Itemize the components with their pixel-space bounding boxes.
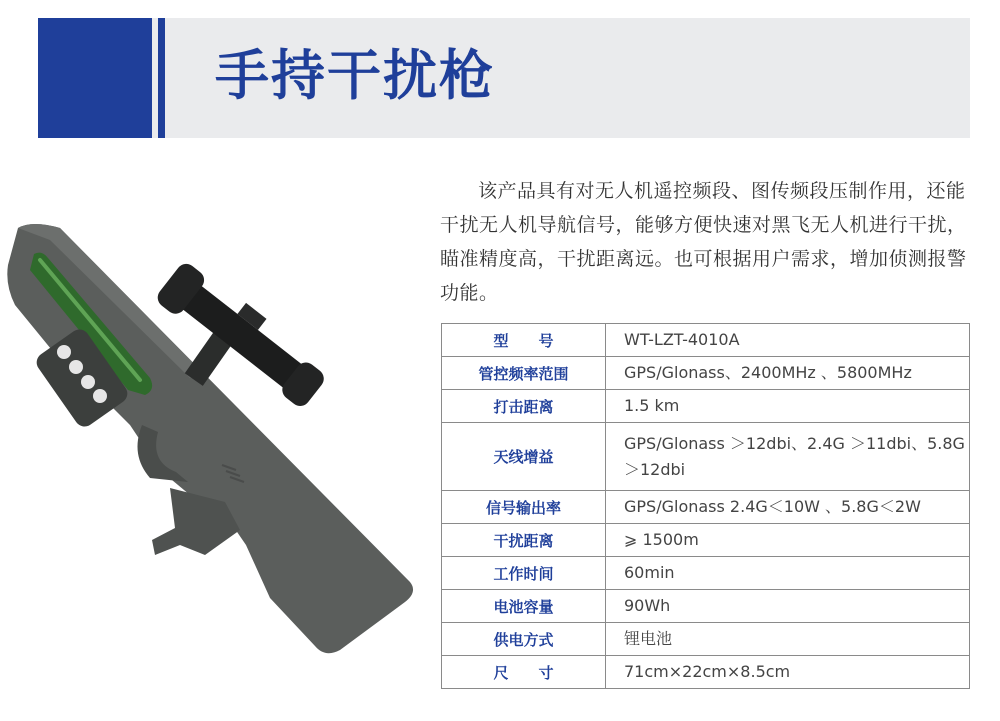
table-row	[442, 390, 970, 423]
spec-value: 60min	[606, 557, 970, 590]
spec-value: GPS/Glonass ＞12dbi、2.4G ＞11dbi、5.8G ＞12dbi	[606, 423, 970, 491]
spec-key: 电池容量	[442, 590, 606, 623]
header-accent-stripe	[158, 18, 165, 138]
spec-value: WT-LZT-4010A	[606, 324, 970, 357]
spec-key: 型 号	[442, 324, 606, 357]
table-row	[442, 324, 970, 357]
spec-key: 干扰距离	[442, 524, 606, 557]
spec-value: GPS/Glonass 2.4G＜10W 、5.8G＜2W	[606, 491, 970, 524]
table-row	[442, 423, 970, 491]
spec-key: 管控频率范围	[442, 357, 606, 390]
header-banner	[38, 18, 970, 138]
spec-key: 工作时间	[442, 557, 606, 590]
spec-key: 供电方式	[442, 623, 606, 656]
table-row	[442, 656, 970, 689]
page-title: 手持干扰枪	[215, 44, 495, 107]
table-row	[442, 491, 970, 524]
spec-value: ⩾ 1500m	[606, 524, 970, 557]
spec-key: 信号输出率	[442, 491, 606, 524]
table-row	[442, 524, 970, 557]
product-description: 该产品具有对无人机遥控频段、图传频段压制作用，还能干扰无人机导航信号，能够方便快速对黑飞无人机进行干扰，瞄准精度高，干扰距离远。也可根据用户需求，增加侦测报警功能。	[440, 180, 967, 304]
table-row	[442, 357, 970, 390]
table-row	[442, 623, 970, 656]
spec-value: GPS/Glonass、2400MHz 、5800MHz	[606, 357, 970, 390]
spec-key: 打击距离	[442, 390, 606, 423]
spec-table	[441, 323, 970, 689]
spec-key: 天线增益	[442, 423, 606, 491]
table-row	[442, 557, 970, 590]
spec-value: 1.5 km	[606, 390, 970, 423]
spec-key: 尺 寸	[442, 656, 606, 689]
product-image-jammer-gun	[0, 210, 420, 660]
spec-value: 90Wh	[606, 590, 970, 623]
header-accent-block	[38, 18, 152, 138]
table-row	[442, 590, 970, 623]
spec-value: 锂电池	[606, 623, 970, 656]
spec-value: 71cm×22cm×8.5cm	[606, 656, 970, 689]
